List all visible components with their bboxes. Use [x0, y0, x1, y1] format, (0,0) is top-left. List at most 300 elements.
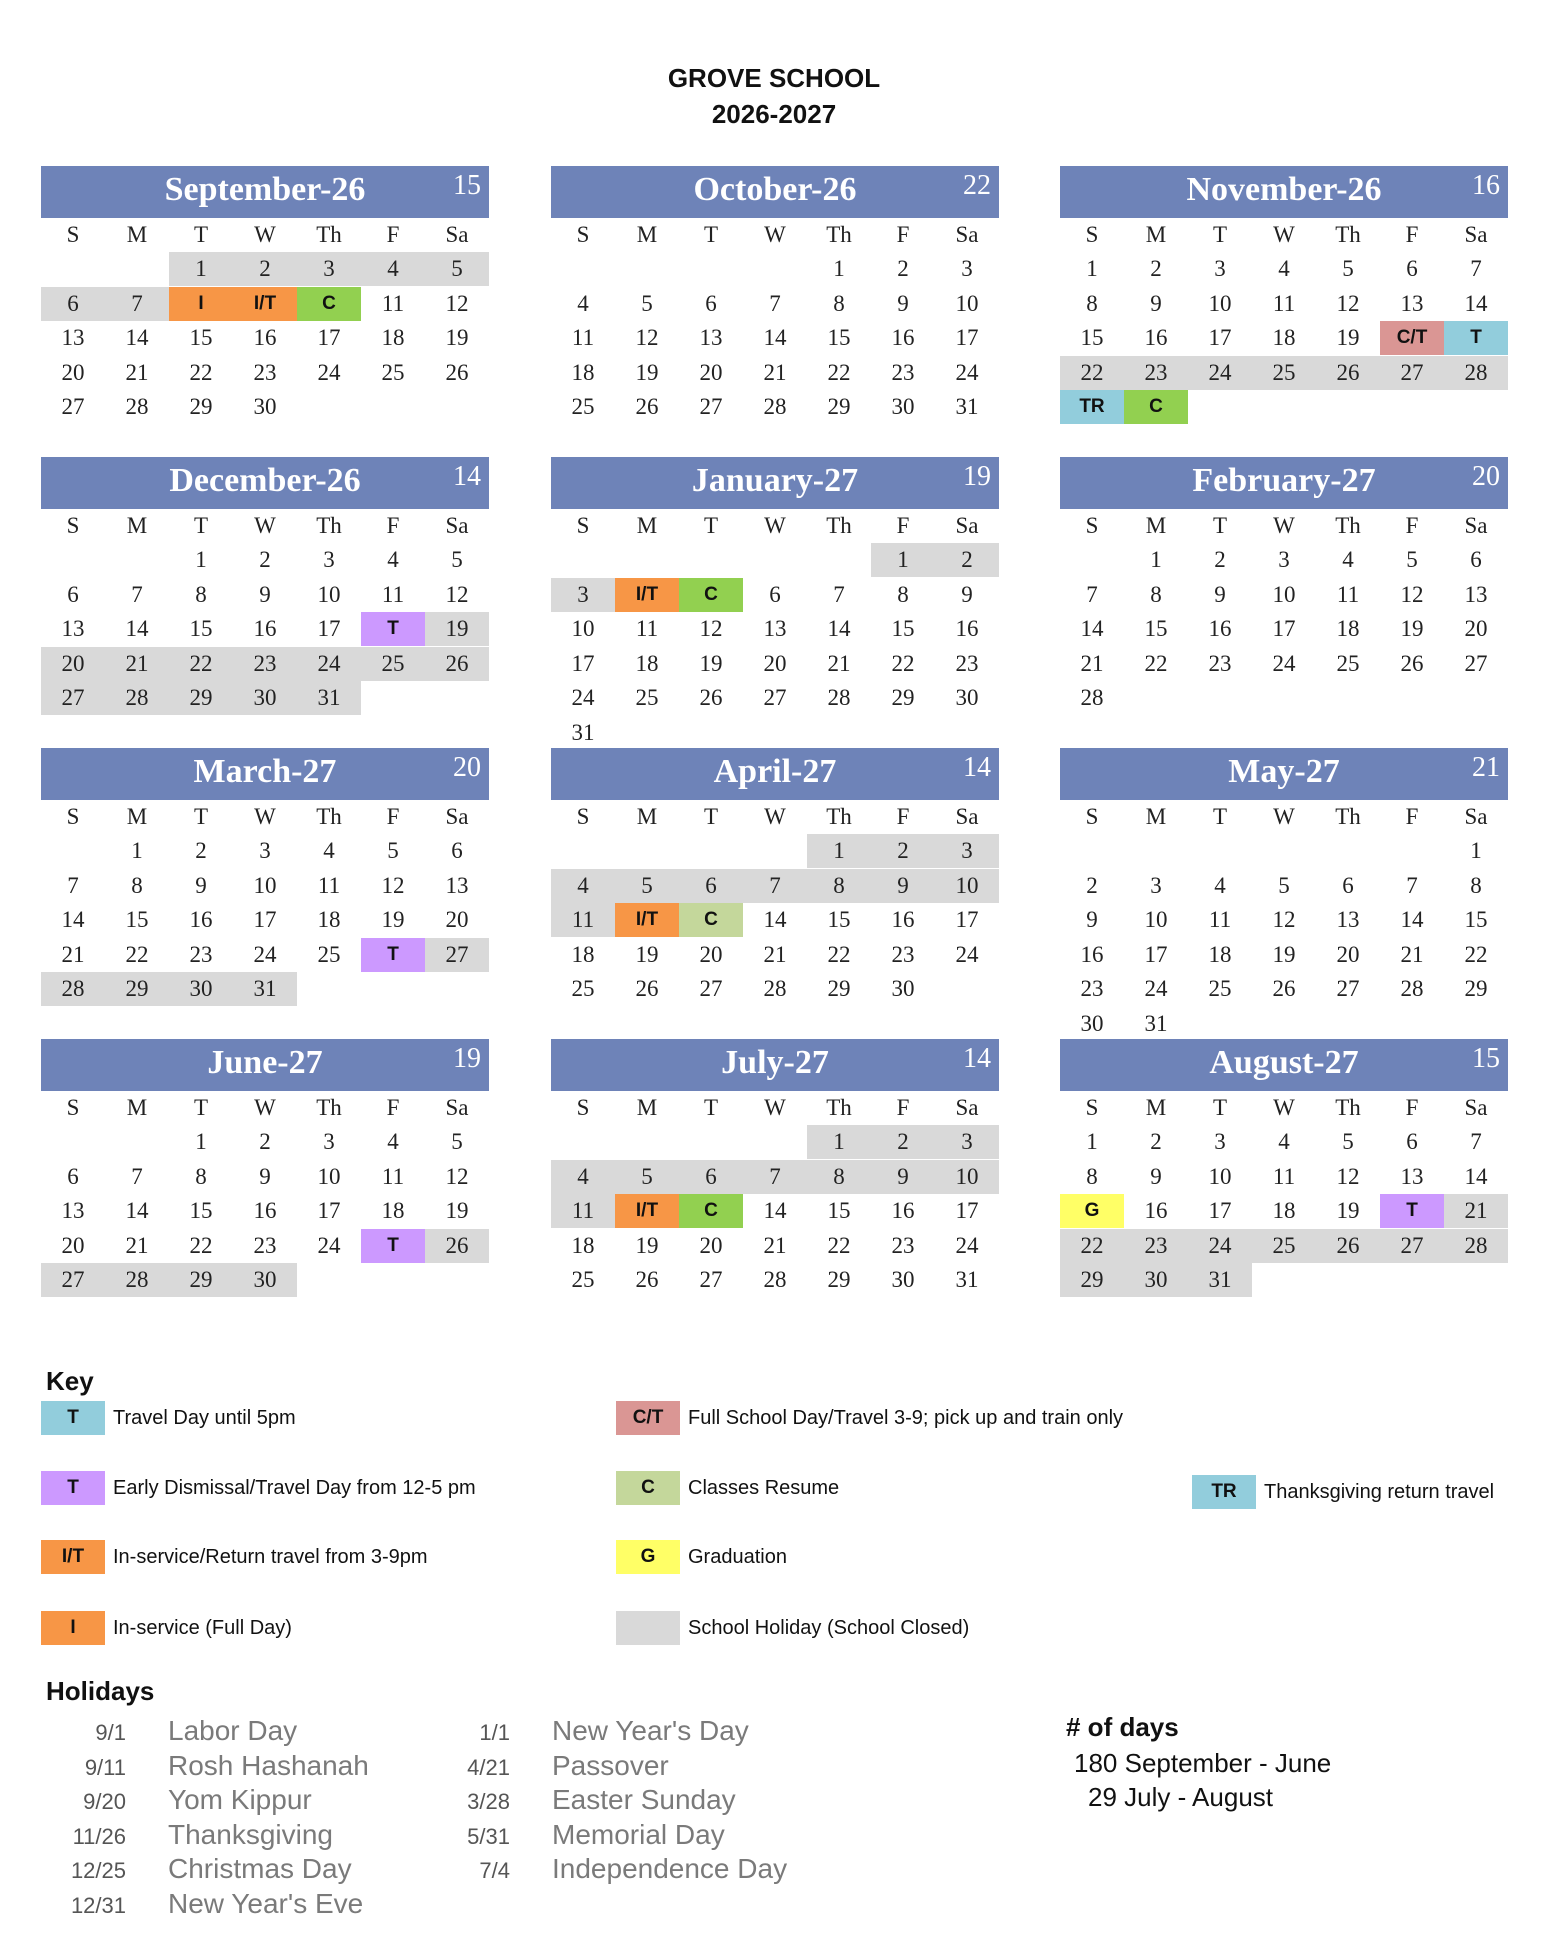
weekday-header: Th [1335, 804, 1361, 829]
holiday-name: Yom Kippur [168, 1784, 312, 1815]
day-cell: 23 [1124, 1229, 1188, 1263]
day-cell: 20 [61, 1232, 85, 1258]
key-item [616, 1540, 787, 1574]
day-cell: 3 [935, 834, 999, 868]
week-row [1060, 869, 1508, 904]
day-cell: 29 [827, 976, 851, 1001]
day-cell: 15 [1464, 907, 1488, 932]
empty-cell [807, 543, 871, 577]
day-cell: 22 [169, 647, 233, 681]
month-name: May-27 [1228, 753, 1340, 790]
empty-cell [1316, 1263, 1380, 1297]
weekday-header: T [703, 1095, 719, 1120]
week-row [41, 252, 489, 287]
empty-cell [615, 716, 679, 750]
holiday-date: 9/20 [83, 1789, 126, 1814]
day-cell: 20 [1336, 941, 1360, 967]
day-cell: 22 [189, 359, 213, 385]
day-cell: 7 [743, 869, 807, 903]
day-cell: 20 [41, 647, 105, 681]
empty-cell [41, 543, 105, 577]
day-cell: 11 [381, 581, 405, 607]
day-cell: 3 [935, 1125, 999, 1159]
month-august-27 [1060, 1039, 1508, 1298]
day-cell-code: C [679, 1194, 743, 1228]
day-cell: 14 [125, 325, 149, 350]
empty-cell [297, 972, 361, 1006]
day-cell: 5 [641, 290, 653, 316]
day-cell-code: C [679, 903, 743, 937]
empty-cell [297, 1263, 361, 1297]
empty-cell [1060, 543, 1124, 577]
holiday-name: Passover [552, 1749, 669, 1781]
day-cell: 21 [763, 1232, 787, 1258]
holiday-name: Independence Day [552, 1853, 788, 1884]
day-cell: 26 [635, 1267, 659, 1292]
weekday-header: W [764, 1095, 786, 1120]
week-row [1060, 252, 1508, 287]
day-cell: 23 [1080, 976, 1104, 1001]
empty-cell [551, 834, 615, 868]
day-cell: 14 [763, 1198, 787, 1223]
day-cell: 6 [67, 581, 79, 607]
day-cell-code: I/T [615, 578, 679, 612]
day-cell: 25 [361, 647, 425, 681]
weekday-header: F [896, 513, 910, 538]
weekday-header: F [1405, 1095, 1419, 1120]
day-cell: 9 [1150, 290, 1162, 316]
weekday-header: T [193, 513, 209, 538]
day-cell: 12 [635, 325, 659, 350]
day-cell: 13 [61, 325, 85, 350]
day-cell: 30 [253, 394, 277, 419]
day-cell: 7 [105, 287, 169, 321]
weekday-header: S [576, 804, 590, 829]
day-cell: 17 [317, 616, 341, 641]
week-row [41, 938, 489, 973]
day-cell: 6 [705, 290, 717, 316]
day-cell: 12 [1336, 1163, 1360, 1189]
day-cell: 26 [699, 685, 723, 710]
day-cell: 5 [1342, 1129, 1354, 1154]
weekday-header: T [193, 804, 209, 829]
day-cell: 24 [1188, 1229, 1252, 1263]
holiday-row [36, 1888, 363, 1920]
key-title: Key [46, 1366, 94, 1396]
key-description: In-service (Full Day) [113, 1616, 292, 1639]
day-cell: 28 [1400, 976, 1424, 1001]
day-cell: 9 [897, 290, 909, 316]
empty-cell [1188, 390, 1252, 424]
day-cell: 16 [1080, 941, 1104, 967]
day-cell: 22 [827, 359, 851, 385]
day-cell: 23 [891, 359, 915, 385]
week-row [1060, 1263, 1508, 1298]
month-day-count: 19 [453, 1043, 481, 1074]
week-row [41, 681, 489, 716]
day-cell: 7 [833, 581, 845, 607]
holidays-title: Holidays [46, 1676, 155, 1706]
day-cell: 16 [253, 325, 277, 350]
day-cell: 21 [61, 941, 85, 967]
day-cell: 27 [1380, 1229, 1444, 1263]
key-item [616, 1401, 1123, 1435]
weekday-header: F [896, 1095, 910, 1120]
day-cell: 31 [1144, 1010, 1168, 1036]
day-cell: 13 [61, 1198, 85, 1223]
day-cell: 14 [125, 616, 149, 641]
holiday-row [420, 1750, 669, 1782]
month-day-count: 22 [963, 170, 991, 201]
key-description: School Holiday (School Closed) [688, 1616, 970, 1639]
day-cell: 21 [105, 647, 169, 681]
day-cell: 14 [1400, 907, 1424, 932]
day-cell: 13 [445, 872, 469, 898]
weekday-header: Th [826, 1095, 852, 1120]
holiday-row [36, 1715, 297, 1747]
weekday-header: T [703, 804, 719, 829]
month-day-count: 21 [1472, 752, 1500, 783]
day-cell: 5 [425, 252, 489, 286]
day-cell: 19 [425, 612, 489, 646]
day-cell: 6 [1470, 547, 1482, 572]
holiday-date: 5/31 [467, 1823, 510, 1849]
weekday-header: M [636, 222, 658, 247]
empty-cell [361, 390, 425, 424]
month-day-count: 14 [963, 752, 991, 783]
weekday-header: Sa [445, 804, 469, 829]
day-cell: 6 [1406, 256, 1418, 281]
weekday-header: Sa [445, 1095, 469, 1120]
day-cell: 25 [1252, 1229, 1316, 1263]
week-row [551, 1125, 999, 1160]
weekday-header: Th [316, 1095, 342, 1120]
week-row [41, 390, 489, 425]
month-header [41, 1039, 489, 1091]
week-row [551, 1263, 999, 1298]
day-cell: 6 [769, 581, 781, 607]
weekday-header: W [1273, 222, 1295, 247]
weekday-header: S [1085, 513, 1099, 538]
key-swatch: I [41, 1611, 105, 1645]
month-day-count: 14 [963, 1043, 991, 1074]
empty-cell [743, 1125, 807, 1159]
key-swatch: C/T [616, 1401, 680, 1435]
month-june-27 [41, 1039, 489, 1298]
empty-cell [1444, 1007, 1508, 1041]
week-row [41, 287, 489, 322]
month-name: September-26 [164, 171, 366, 208]
day-cell: 5 [1406, 547, 1418, 572]
day-cell: 21 [763, 359, 787, 385]
empty-cell [361, 681, 425, 715]
day-cell: 9 [871, 1160, 935, 1194]
weekday-header: T [1212, 1095, 1228, 1120]
day-cell: 26 [1316, 1229, 1380, 1263]
day-cell: 19 [1400, 616, 1424, 641]
empty-cell [1124, 681, 1188, 715]
week-row [551, 869, 999, 904]
day-cell: 5 [387, 838, 399, 863]
day-cell: 15 [1144, 616, 1168, 641]
day-cell: 19 [445, 325, 469, 350]
day-cell: 12 [445, 581, 469, 607]
day-cell: 14 [61, 907, 85, 932]
holiday-row [420, 1715, 749, 1747]
week-row [41, 578, 489, 613]
day-cell-code: C [1124, 390, 1188, 424]
day-cell: 22 [891, 650, 915, 676]
weekday-header: Sa [1464, 1095, 1488, 1120]
day-cell: 29 [1060, 1263, 1124, 1297]
day-cell: 7 [769, 290, 781, 316]
week-row [41, 972, 489, 1007]
month-header [1060, 457, 1508, 509]
day-cell: 2 [871, 1125, 935, 1159]
day-cell: 7 [67, 872, 79, 898]
empty-cell [361, 972, 425, 1006]
day-cell: 1 [1086, 1129, 1098, 1154]
empty-cell [1188, 834, 1252, 868]
key-description: Travel Day until 5pm [113, 1406, 296, 1429]
day-cell: 26 [425, 1229, 489, 1263]
day-cell: 7 [1086, 581, 1098, 607]
day-cell-code: T [361, 938, 425, 972]
day-cell: 25 [571, 1267, 595, 1292]
weekday-header: W [254, 513, 276, 538]
empty-cell [425, 390, 489, 424]
holiday-row [36, 1750, 369, 1782]
day-cell: 2 [195, 838, 207, 863]
weekday-header: S [66, 804, 80, 829]
empty-cell [105, 543, 169, 577]
holiday-name: Christmas Day [168, 1853, 352, 1884]
day-cell: 6 [1406, 1129, 1418, 1154]
day-cell: 29 [891, 685, 915, 710]
empty-cell [105, 252, 169, 286]
day-cell: 29 [827, 394, 851, 419]
key-swatch: TR [1192, 1475, 1256, 1509]
day-cell: 10 [935, 1160, 999, 1194]
week-row [551, 647, 999, 682]
holiday-date: 7/4 [479, 1858, 510, 1883]
week-row [41, 869, 489, 904]
day-cell: 27 [699, 1267, 723, 1292]
day-cell: 10 [935, 869, 999, 903]
empty-cell [615, 543, 679, 577]
holiday-name: Thanksgiving [168, 1818, 333, 1850]
month-september-26 [41, 166, 489, 425]
day-cell: 28 [105, 681, 169, 715]
day-cell: 15 [125, 907, 149, 932]
day-cell: 13 [1400, 290, 1424, 316]
day-cell: 20 [445, 907, 469, 932]
holiday-name: New Year's Day [552, 1715, 749, 1746]
day-cell: 29 [1464, 976, 1488, 1001]
days-count-title: # of days [1066, 1712, 1179, 1742]
day-cell: 3 [297, 252, 361, 286]
weekday-header: F [896, 222, 910, 247]
month-day-count: 19 [963, 461, 991, 492]
day-cell: 1 [807, 1125, 871, 1159]
day-cell: 25 [317, 941, 341, 967]
day-cell: 8 [195, 1163, 207, 1189]
weekday-header: F [1405, 804, 1419, 829]
day-cell: 29 [169, 1263, 233, 1297]
day-cell: 21 [1080, 650, 1104, 676]
month-header [41, 457, 489, 509]
holiday-name: Labor Day [168, 1715, 298, 1746]
empty-cell [551, 252, 615, 286]
weekday-header: Th [826, 513, 852, 538]
day-cell: 10 [253, 872, 277, 898]
weekday-header: M [1145, 222, 1167, 247]
day-cell: 4 [551, 869, 615, 903]
day-cell: 10 [317, 581, 341, 607]
week-row [1060, 903, 1508, 938]
day-cell: 8 [1086, 290, 1098, 316]
day-cell: 6 [679, 1160, 743, 1194]
week-row [551, 356, 999, 391]
weekday-header: W [764, 804, 786, 829]
weekday-header: Th [316, 804, 342, 829]
month-name: April-27 [713, 753, 837, 790]
key-item [616, 1471, 839, 1505]
day-cell: 24 [1144, 976, 1168, 1001]
day-cell: 10 [1144, 907, 1168, 932]
day-cell: 4 [1278, 1129, 1290, 1154]
day-cell: 27 [1336, 976, 1360, 1001]
weekday-header: S [576, 222, 590, 247]
weekday-header: W [1273, 513, 1295, 538]
day-cell: 1 [871, 543, 935, 577]
day-cell: 17 [253, 907, 277, 932]
day-cell: 27 [699, 394, 723, 419]
empty-cell [935, 972, 999, 1006]
day-cell: 15 [827, 907, 851, 932]
holiday-name: Easter Sunday [552, 1784, 736, 1815]
week-row [41, 321, 489, 356]
day-cell: 15 [1080, 325, 1104, 350]
day-cell: 23 [233, 647, 297, 681]
day-cell: 11 [551, 1194, 615, 1228]
empty-cell [425, 1263, 489, 1297]
weekday-header: Sa [955, 1095, 979, 1120]
day-cell: 2 [1150, 256, 1162, 281]
day-cell: 15 [827, 325, 851, 350]
week-row [551, 972, 999, 1007]
holiday-name: Rosh Hashanah [168, 1749, 369, 1781]
holiday-row [36, 1819, 333, 1851]
day-cell: 2 [1086, 872, 1098, 898]
day-cell: 25 [1208, 976, 1232, 1001]
day-cell: 24 [955, 941, 979, 967]
day-cell: 17 [1144, 941, 1168, 967]
month-day-count: 15 [1472, 1043, 1500, 1074]
weekday-header: F [386, 222, 400, 247]
day-cell: 17 [955, 325, 979, 350]
day-cell: 20 [699, 941, 723, 967]
weekday-header: W [1273, 1095, 1295, 1120]
week-row [41, 647, 489, 682]
day-cell: 28 [1444, 356, 1508, 390]
weekday-header: Th [826, 804, 852, 829]
holiday-date: 9/11 [84, 1754, 126, 1780]
empty-cell [743, 716, 807, 750]
month-april-27 [551, 748, 999, 1007]
day-cell: 21 [1444, 1194, 1508, 1228]
empty-cell [1316, 681, 1380, 715]
month-day-count: 14 [453, 461, 481, 492]
weekday-header: S [66, 513, 80, 538]
day-cell: 22 [1464, 941, 1488, 967]
empty-cell [615, 834, 679, 868]
week-row [1060, 356, 1508, 391]
weekday-header: M [126, 513, 148, 538]
weekday-header: T [193, 222, 209, 247]
key-item [41, 1611, 292, 1645]
month-header [1060, 1039, 1508, 1091]
empty-cell [743, 252, 807, 286]
day-cell: 23 [1124, 356, 1188, 390]
day-cell: 24 [571, 685, 595, 710]
day-cell: 6 [67, 1163, 79, 1189]
day-cell: 27 [1464, 650, 1488, 676]
month-header [551, 748, 999, 800]
week-row [41, 1194, 489, 1229]
empty-cell [1252, 681, 1316, 715]
weekday-header: M [1145, 804, 1167, 829]
weekday-header: W [254, 222, 276, 247]
day-cell: 29 [189, 394, 213, 419]
day-cell: 26 [635, 394, 659, 419]
week-row [1060, 1160, 1508, 1195]
month-december-26 [41, 457, 489, 716]
week-row [41, 1263, 489, 1298]
day-cell: 11 [381, 1163, 405, 1189]
day-cell: 22 [1060, 356, 1124, 390]
empty-cell [41, 252, 105, 286]
key-item [41, 1471, 476, 1505]
day-cell: 17 [317, 1198, 341, 1223]
day-cell: 11 [1336, 581, 1360, 607]
holiday-name: Memorial Day [552, 1818, 725, 1850]
empty-cell [425, 972, 489, 1006]
weekday-header: S [576, 513, 590, 538]
day-cell-code: TR [1060, 390, 1124, 424]
day-cell: 7 [1470, 256, 1482, 281]
day-cell: 9 [259, 1163, 271, 1189]
day-cell: 31 [297, 681, 361, 715]
day-cell: 30 [891, 976, 915, 1001]
day-cell: 28 [763, 1267, 787, 1292]
day-cell: 29 [169, 681, 233, 715]
day-cell: 18 [635, 650, 659, 676]
key-swatch: T [41, 1401, 105, 1435]
day-cell: 1 [1150, 547, 1162, 572]
day-cell: 31 [1188, 1263, 1252, 1297]
day-cell: 5 [615, 869, 679, 903]
week-row [551, 321, 999, 356]
week-row [1060, 390, 1508, 425]
day-cell: 2 [897, 256, 909, 281]
weekday-header: M [636, 1095, 658, 1120]
empty-cell [743, 834, 807, 868]
month-day-count: 16 [1472, 170, 1500, 201]
week-row [551, 1160, 999, 1195]
day-cell: 26 [1272, 976, 1296, 1001]
empty-cell [1316, 834, 1380, 868]
